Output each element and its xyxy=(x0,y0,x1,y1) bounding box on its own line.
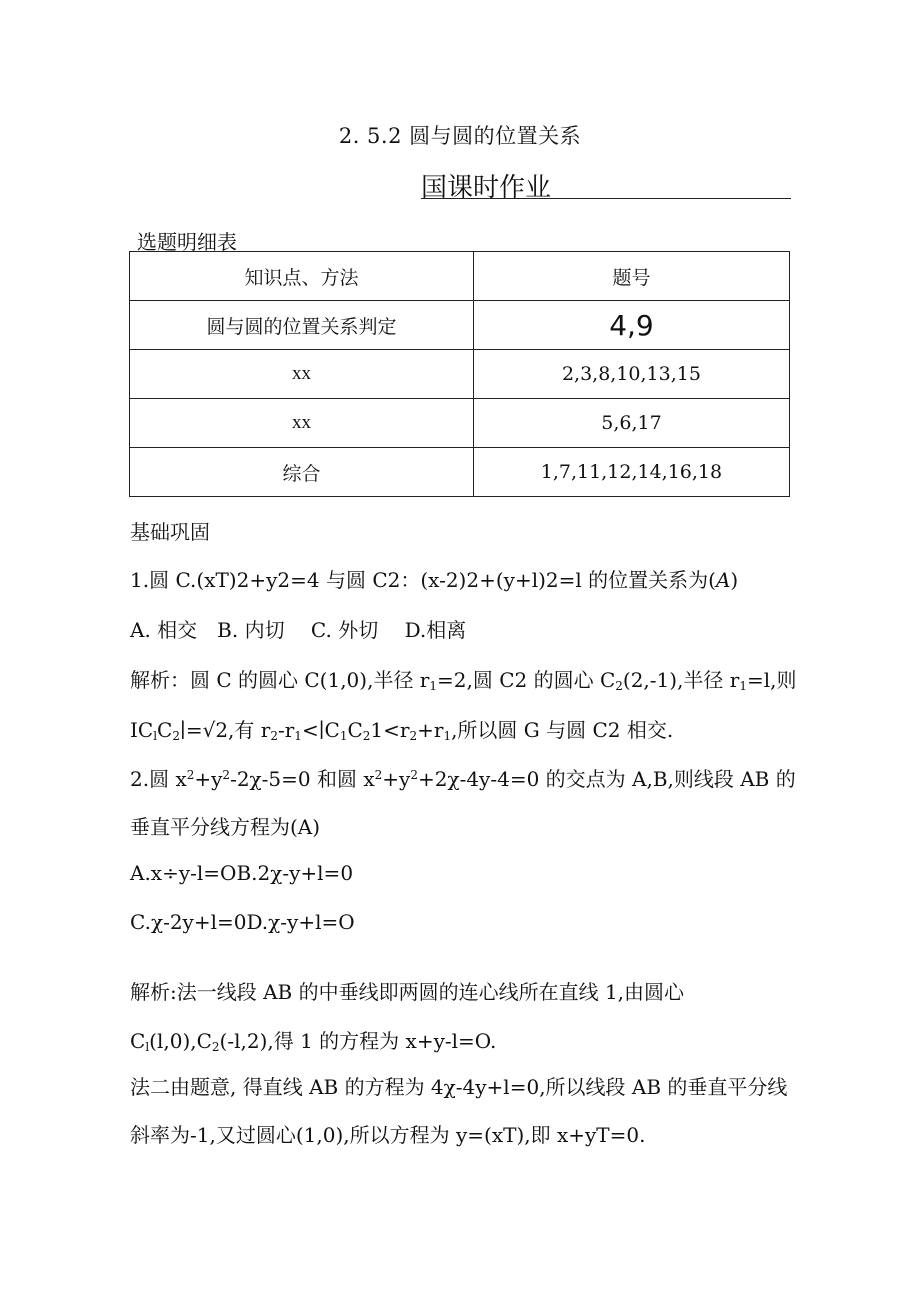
table-header-row xyxy=(130,252,790,301)
document-title: 2. 5.2 圆与圆的位置关系 xyxy=(338,124,582,148)
question-2-solution-line-2: $C_l(l,0),C_2(-l,2)$,得 1 的方程为 x+y-l=O. xyxy=(130,1029,497,1054)
table-caption: 选题明细表 xyxy=(137,230,237,254)
table-row xyxy=(130,350,790,399)
question-2-solution-line-1: 解析:法一线段 AB 的中垂线即两圆的连心线所在直线 1,由圆心 xyxy=(130,980,685,1004)
table-cell: 5,6,17 xyxy=(473,399,789,448)
question-2-solution-line-4: 斜率为-1,又过圆心(1,0),所以方程为 y=(xT),即 x+yT=0. xyxy=(130,1123,646,1147)
question-detail-table xyxy=(129,251,790,497)
table-cell: 2,3,8,10,13,15 xyxy=(473,350,789,399)
section-label: 基础巩固 xyxy=(130,520,210,544)
table-cell: xx xyxy=(130,350,474,399)
table-cell: 圆与圆的位置关系判定 xyxy=(130,301,474,350)
question-1-solution-line-2: $IC_lC_2∣=√2$,有 $r_2-r_1<∣C_1C_21<r_2+r_1$,所以圆 G 与圆 C2 相交. xyxy=(130,718,674,743)
heading-underline xyxy=(421,198,791,199)
question-2-stem-cont: 垂直平分线方程为(A) xyxy=(130,815,321,839)
table-cell: 4,9 xyxy=(473,301,789,350)
table-row xyxy=(130,301,790,350)
table-row xyxy=(130,399,790,448)
question-1-solution-line-1: 解析：圆 C 的圆心 C(1,0),半径 $r_1=2$,圆 C2 的圆心 $C_2(2,-1)$,半径 $r_1=l$,则 xyxy=(130,668,797,693)
table-cell: 综合 xyxy=(130,448,474,497)
header-cell: 知识点、方法 xyxy=(130,252,474,301)
header-cell: 题号 xyxy=(473,252,789,301)
question-2-options-ab: A.x÷y-l=OB.2χ-y+l=0 xyxy=(130,861,354,885)
table-cell: xx xyxy=(130,399,474,448)
question-1-options: A. 相交 B. 内切 C. 外切 D.相离 xyxy=(130,618,467,642)
question-2-solution-line-3: 法二由题意, 得直线 AB 的方程为 4χ-4y+l=0,所以线段 AB 的垂直平分线 xyxy=(130,1075,788,1099)
table-cell: 1,7,11,12,14,16,18 xyxy=(473,448,789,497)
section-heading: 国课时作业 xyxy=(421,173,552,203)
question-2-options-cd: C.χ-2y+l=0D.χ-y+l=O xyxy=(130,910,355,934)
table-row xyxy=(130,448,790,497)
question-1-stem: 1.圆 C.(xT)2+y2=4 与圆 C2：(x-2)2+(y+l)2=l 的位置关系为(A) xyxy=(130,568,739,592)
question-2-stem: 2.圆 $x^2+y^2-2\chi-5=0$ 和圆 $x^2+y^2+2\chi-4y-4=0$ 的交点为 A,B,则线段 AB 的 xyxy=(130,767,796,791)
